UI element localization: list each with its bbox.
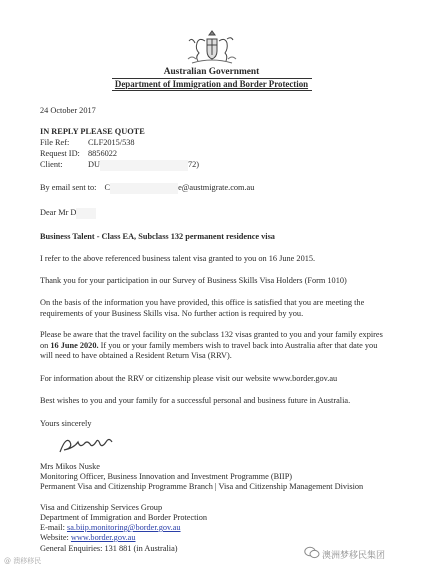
reply-quote-heading: IN REPLY PLEASE QUOTE xyxy=(40,127,145,136)
department-title: Department of Immigration and Border Protection xyxy=(114,79,309,89)
client-label: Client: xyxy=(40,160,63,169)
signatory-department: Department of Immigration and Border Protection xyxy=(40,513,208,522)
request-id-value: 8856022 xyxy=(88,149,118,158)
paragraph-4-part-a: Please be aware that the travel facility on the subclass 132 visas granted to you and your family expires on xyxy=(40,330,383,350)
client-value: DU xyxy=(88,160,100,169)
paragraph-6: Best wishes to you and your family for a successful personal and business future in Australia. xyxy=(40,396,351,405)
signatory-website-row xyxy=(40,533,136,544)
paragraph-4 xyxy=(40,330,390,362)
signatory-name: Mrs Mikos Nuske xyxy=(40,462,100,471)
file-ref-row xyxy=(40,138,135,149)
salutation-text: Dear Mr D xyxy=(40,208,77,217)
signatory-email-row xyxy=(40,523,181,534)
travel-expiry-date: 16 June 2020. xyxy=(50,340,99,350)
email-sent-line xyxy=(40,183,254,194)
paragraph-3: On the basis of the information you have provided, this office is satisfied that you are meeting the requirements of your Business Skills visa. No further action is required by you. xyxy=(40,298,365,318)
client-row xyxy=(40,160,199,171)
header-divider-bottom xyxy=(112,90,312,91)
watermark-right: 澳洲梦移民集团 xyxy=(322,551,386,561)
signatory-branch: Permanent Visa and Citizenship Programme Branch | Visa and Citizenship Management Division xyxy=(40,482,364,491)
watermark-left: @ 澳移移民 xyxy=(4,557,42,565)
salutation xyxy=(40,208,96,219)
signatory-title: Monitoring Officer, Business Innovation and Investment Programme (BIIP) xyxy=(40,472,293,481)
paragraph-1: I refer to the above referenced business talent visa granted to you on 16 June 2015. xyxy=(40,254,316,263)
signatory-email-label: E-mail: xyxy=(40,523,65,532)
signatory-website-label: Website: xyxy=(40,533,69,542)
paragraph-5: For information about the RRV or citizenship please visit our website www.border.gov.au xyxy=(40,374,338,383)
handwritten-signature xyxy=(56,432,126,458)
request-id-row xyxy=(40,149,117,160)
request-id-label: Request ID: xyxy=(40,149,80,158)
signatory-website-link[interactable]: www.border.gov.au xyxy=(70,533,136,542)
email-redaction xyxy=(110,183,178,194)
subject-line: Business Talent - Class EA, Subclass 132 permanent residence visa xyxy=(40,232,275,241)
signatory-email-link[interactable]: sa.biip.monitoring@border.gov.au xyxy=(66,523,181,532)
client-redaction xyxy=(100,160,188,171)
salutation-redaction xyxy=(76,208,96,219)
email-redacted-start: C xyxy=(104,183,111,192)
client-suffix: 72) xyxy=(187,160,200,169)
file-ref-label: File Ref: xyxy=(40,138,70,147)
coat-of-arms-icon xyxy=(176,25,248,67)
signatory-group: Visa and Citizenship Services Group xyxy=(40,503,163,512)
closing: Yours sincerely xyxy=(40,419,92,428)
paragraph-4-part-b: If you or your family members wish to travel back into Australia after that date you will need to have obtained a Resident Return Visa (RRV). xyxy=(40,340,378,361)
email-sent-label: By email sent to: xyxy=(40,183,97,192)
letter-date: 24 October 2017 xyxy=(40,106,96,115)
paragraph-2: Thank you for your participation in our Survey of Business Skills Visa Holders (Form 1010) xyxy=(40,276,347,285)
government-title: Australian Government xyxy=(163,67,260,77)
general-enquiries: General Enquiries: 131 881 (in Australia) xyxy=(40,544,178,553)
file-ref-value: CLF2015/538 xyxy=(88,138,135,147)
email-address: e@austmigrate.com.au xyxy=(178,183,255,192)
wechat-icon xyxy=(304,546,320,559)
